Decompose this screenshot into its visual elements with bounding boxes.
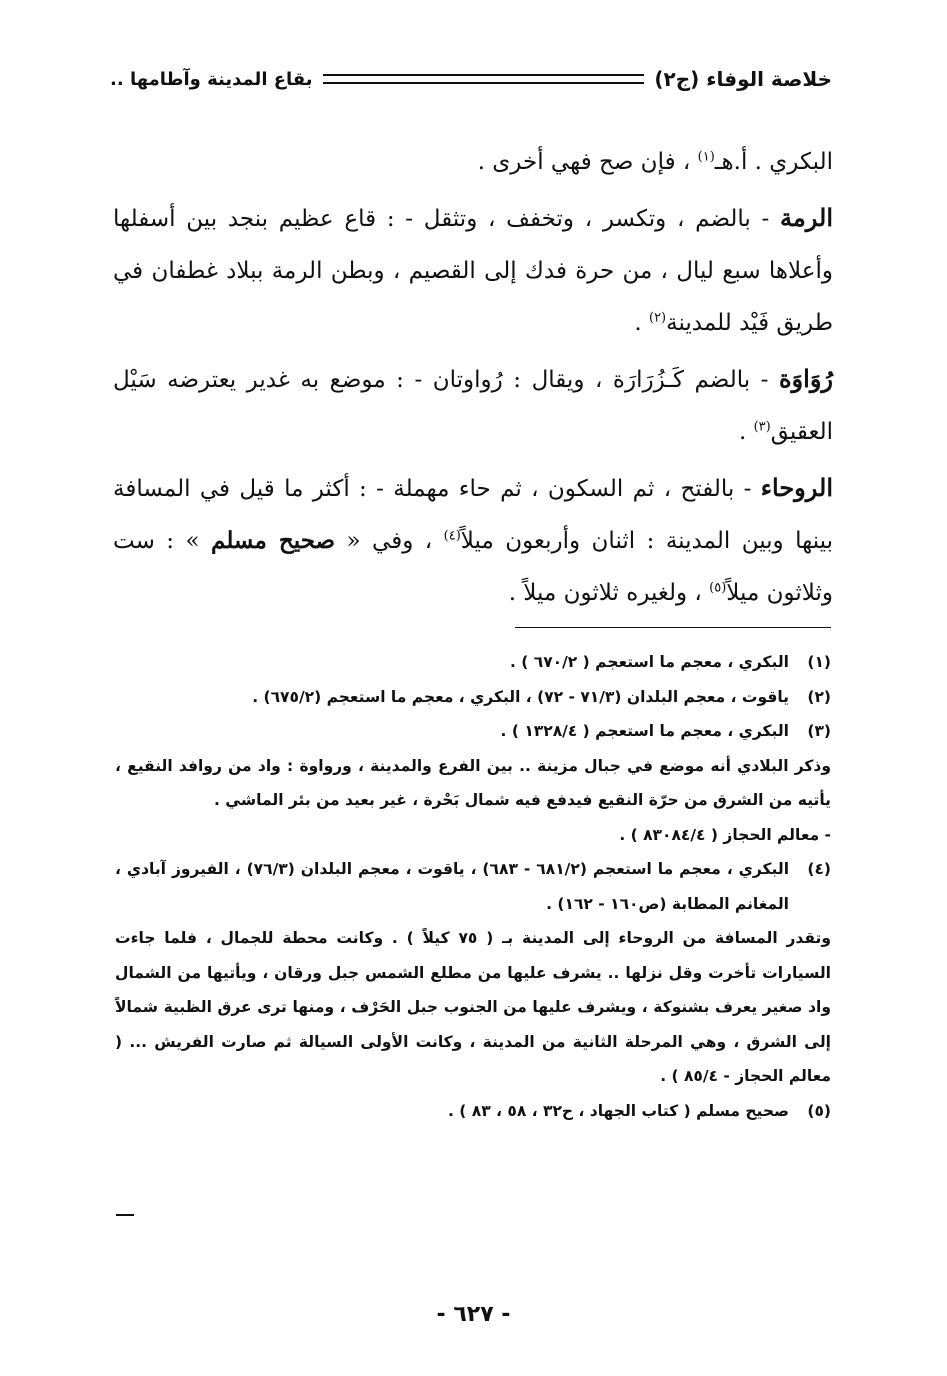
end-mark xyxy=(116,1214,134,1216)
entry-ruwawa xyxy=(113,353,833,458)
footnote-ref-4: (٤) xyxy=(443,528,461,544)
footnote-5 xyxy=(115,1094,831,1129)
footnotes xyxy=(115,645,831,1128)
entry-term: الروحاء xyxy=(760,473,833,502)
paragraph-1 xyxy=(113,136,833,188)
footnote-text: البكري ، معجم ما استعجم ( ٦٧٠/٢ ) . xyxy=(510,653,789,671)
footnote-number: (٤) xyxy=(807,860,831,878)
footnote-number: (٣) xyxy=(807,722,831,740)
entry-end: . xyxy=(738,419,754,445)
footnote-number: (٥) xyxy=(807,1101,831,1120)
header-rule xyxy=(323,74,645,84)
entry-text: - بالضم كَـزُرَارَة ، ويقال : رُواوتان - : موضع به غدير يعترضه سَيْل العقيق xyxy=(113,367,833,445)
footnote-4 xyxy=(115,852,831,921)
footnote-number: (٢) xyxy=(807,687,831,706)
running-header xyxy=(110,64,832,94)
footnote-ref-1: (١) xyxy=(697,149,715,165)
entry-rawha xyxy=(113,462,833,619)
entry-rumma xyxy=(113,192,833,349)
paragraph-1-text: البكري . أ.هـ xyxy=(714,149,833,175)
footnote-3-source: - معالم الحجاز ( ٨٣٠٨٤/٤ ) . xyxy=(619,825,831,844)
footnote-number: (١) xyxy=(807,653,831,671)
entry-text: - بالضم ، وتكسر ، وتخفف ، وتثقل - : قاع عظيم بنجد بين أسفلها وأعلاها سبع ليال ، من حرة فدك إلى القصيم ، وبطن الرمة ببلاد غطفان في طريق فَيْد للمدينة xyxy=(113,206,833,336)
entry-text: - بالفتح ، ثم السكون ، ثم حاء مهملة - : أكثر ما قيل في المسافة بينها وبين المدينة : اثنان وأربعون ميلاً xyxy=(113,476,833,554)
paragraph-1-text-end: ، فإن صح فهي أخرى . xyxy=(477,149,698,175)
footnote-3 xyxy=(115,714,831,749)
footnote-4-note: وتقدر المسافة من الروحاء إلى المدينة بـ ( ٧٥ كيلاً ) . وكانت محطة للجمال ، فلما جاءت السيارات تأخرت وقل نزلها .. يشرف عليها من مطلع الشمس جبل ورقان ، ويأتيها من الشمال واد صغير يعرف بشنوكة ، ويشرف عليها من الجنوب جبل الحَرْف ، ومنها ترى عرق الظبية شمالاً إلى الشرق ، وهي المرحلة الثانية من المدينة ، وكانت الأولى السيالة ثم صارت الفريش ... ( معالم الحجاز - ٨٥/٤ ) . xyxy=(115,929,831,1085)
footnote-separator xyxy=(515,627,831,628)
entry-term: الرمة xyxy=(780,203,833,232)
book-title: خلاصة الوفاء (ج٢) xyxy=(654,67,832,91)
book-name: صحيح مسلم xyxy=(211,527,336,554)
entry-text: ، ولغيره ثلاثون ميلاً . xyxy=(508,580,710,606)
page-number: - ٦٢٧ - xyxy=(436,1302,511,1327)
footnote-ref-2: (٢) xyxy=(648,310,667,326)
footnote-text: صحيح مسلم ( كتاب الجهاد ، ح٣٢ ، ٥٨ ، ٨٣ ) . xyxy=(448,1101,789,1120)
footnote-1 xyxy=(115,645,831,680)
footnote-text: البكري ، معجم ما استعجم ( ١٣٢٨/٤ ) . xyxy=(500,722,789,740)
entry-text: » : ست وثلاثون ميلاً xyxy=(113,528,833,606)
footnote-3-note: وذكر البلادي أنه موضع في جبال مزينة .. بين الفرع والمدينة ، ورواوة : واد من روافد النقيع ، يأتيه من الشرق من حرّة النقيع فيدفع فيه شمال بَحْرة ، غير بعيد من بئر الماشي . xyxy=(115,756,831,809)
entry-text: ، وفي « xyxy=(335,528,444,554)
entry-term: رُوَاوَة xyxy=(778,364,833,393)
footnote-ref-5: (٥) xyxy=(709,580,727,596)
entry-end: . xyxy=(634,310,649,336)
footnote-text: ياقوت ، معجم البلدان (٧١/٣ - ٧٢) ، البكري ، معجم ما استعجم (٦٧٥/٢) . xyxy=(252,687,789,706)
footnote-2 xyxy=(115,680,831,715)
footnote-ref-3: (٣) xyxy=(753,419,771,435)
section-title: بقاع المدينة وآطامها .. xyxy=(110,68,313,90)
footnote-text: البكري ، معجم ما استعجم (٦٨١/٢ - ٦٨٣) ، ياقوت ، معجم البلدان (٧٦/٣) ، الفيروز آبادي ، المغانم المطابة (ص١٦٠ - ١٦٢) . xyxy=(115,860,790,913)
main-text xyxy=(113,136,833,619)
